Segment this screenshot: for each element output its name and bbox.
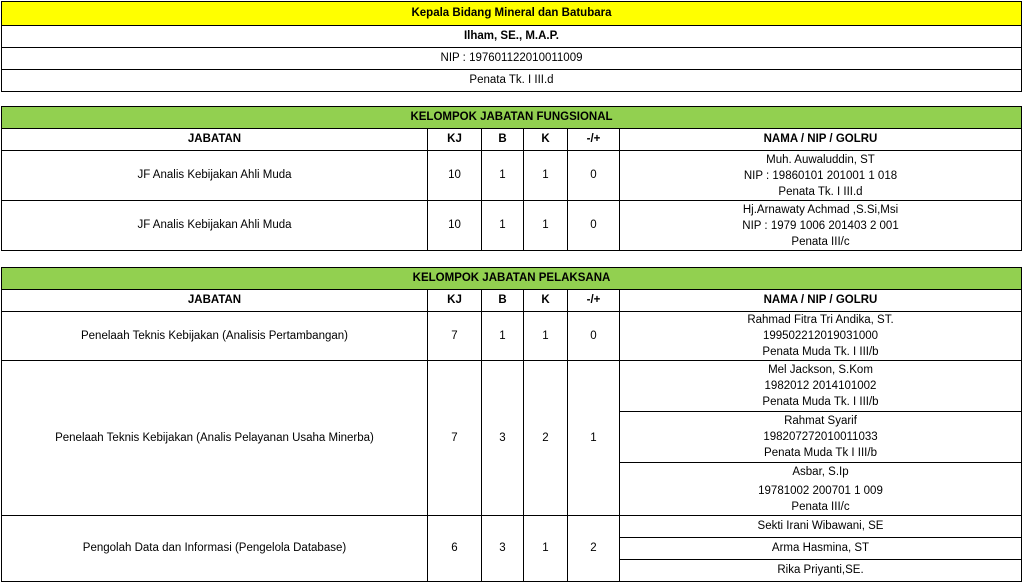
fungsional-section [1,106,1022,251]
k-cell: 1 [524,201,568,251]
person-golru: Penata Muda Tk. I III/b [762,346,879,358]
col-kj: KJ [428,129,482,151]
k-cell: 1 [524,151,568,201]
b-cell: 1 [482,201,524,251]
person-name: Rika Priyanti,SE. [620,560,1022,582]
person-nip: NIP : 1979 1006 201403 2 001 [742,219,899,232]
nama-cell [620,412,1022,463]
person-name: Muh. Auwaluddin, ST [766,153,875,166]
col-k: K [524,290,568,312]
head-nip: NIP : 197601122010011009 [2,48,1022,70]
diff-cell: 0 [568,312,620,361]
diff-cell: 0 [568,151,620,201]
b-cell: 3 [482,516,524,582]
k-cell: 1 [524,312,568,361]
head-block [1,1,1022,92]
head-golru: Penata Tk. I III.d [2,70,1022,92]
nama-cell [620,151,1022,201]
head-name: Ilham, SE., M.A.P. [2,26,1022,48]
col-nama: NAMA / NIP / GOLRU [620,129,1022,151]
col-b: B [482,129,524,151]
jabatan-cell: Penelaah Teknis Kebijakan (Analis Pelayanan Usaha Minerba) [2,361,428,516]
head-title: Kepala Bidang Mineral dan Batubara [2,2,1022,26]
col-nama: NAMA / NIP / GOLRU [620,290,1022,312]
diff-cell: 1 [568,361,620,516]
person-nip: 199502212019031000 [762,330,879,342]
b-cell: 3 [482,361,524,516]
diff-cell: 2 [568,516,620,582]
person-golru: Penata Muda Tk. I III/b [762,396,879,408]
kj-cell: 6 [428,516,482,582]
person-name: Rahmad Fitra Tri Andika, ST. [747,314,894,326]
table-row [2,151,1022,201]
b-cell: 1 [482,312,524,361]
person-golru: Penata Muda Tk I III/b [764,447,877,459]
nama-cell [620,361,1022,412]
person-golru: Penata III/c [791,500,850,513]
table-row [2,516,1022,538]
nama-cell [620,463,1022,516]
person-nip: NIP : 19860101 201001 1 018 [743,169,898,182]
diff-cell: 0 [568,201,620,251]
person-golru: Penata III/c [791,235,850,248]
kj-cell: 7 [428,361,482,516]
jabatan-cell: JF Analis Kebijakan Ahli Muda [2,201,428,251]
jabatan-cell: JF Analis Kebijakan Ahli Muda [2,151,428,201]
person-nip: 198207272010011033 [763,431,878,443]
col-jabatan: JABATAN [2,129,428,151]
col-diff: -/+ [568,129,620,151]
person-name: Arma Hasmina, ST [620,538,1022,560]
b-cell: 1 [482,151,524,201]
person-nip: 19781002 200701 1 009 [758,484,883,497]
k-cell: 2 [524,361,568,516]
person-name: Asbar, S.Ip [792,465,849,478]
person-golru: Penata Tk. I III.d [778,185,863,198]
person-nip: 1982012 2014101002 [764,380,877,392]
kj-cell: 10 [428,151,482,201]
pelaksana-section [1,267,1022,582]
jabatan-cell: Penelaah Teknis Kebijakan (Analisis Pertambangan) [2,312,428,361]
table-row [2,201,1022,251]
table-row [2,312,1022,361]
nama-cell [620,201,1022,251]
kj-cell: 10 [428,201,482,251]
kj-cell: 7 [428,312,482,361]
person-name: Rahmat Syarif [784,415,857,427]
nama-cell [620,312,1022,361]
person-name: Sekti Irani Wibawani, SE [620,516,1022,538]
person-name: Hj.Arnawaty Achmad ,S.Si,Msi [742,203,899,216]
col-kj: KJ [428,290,482,312]
col-k: K [524,129,568,151]
jabatan-cell: Pengolah Data dan Informasi (Pengelola Database) [2,516,428,582]
col-diff: -/+ [568,290,620,312]
pelaksana-title: KELOMPOK JABATAN PELAKSANA [2,268,1022,290]
col-jabatan: JABATAN [2,290,428,312]
k-cell: 1 [524,516,568,582]
table-row [2,361,1022,412]
col-b: B [482,290,524,312]
fungsional-title: KELOMPOK JABATAN FUNGSIONAL [2,107,1022,129]
person-name: Mel Jackson, S.Kom [768,364,873,376]
